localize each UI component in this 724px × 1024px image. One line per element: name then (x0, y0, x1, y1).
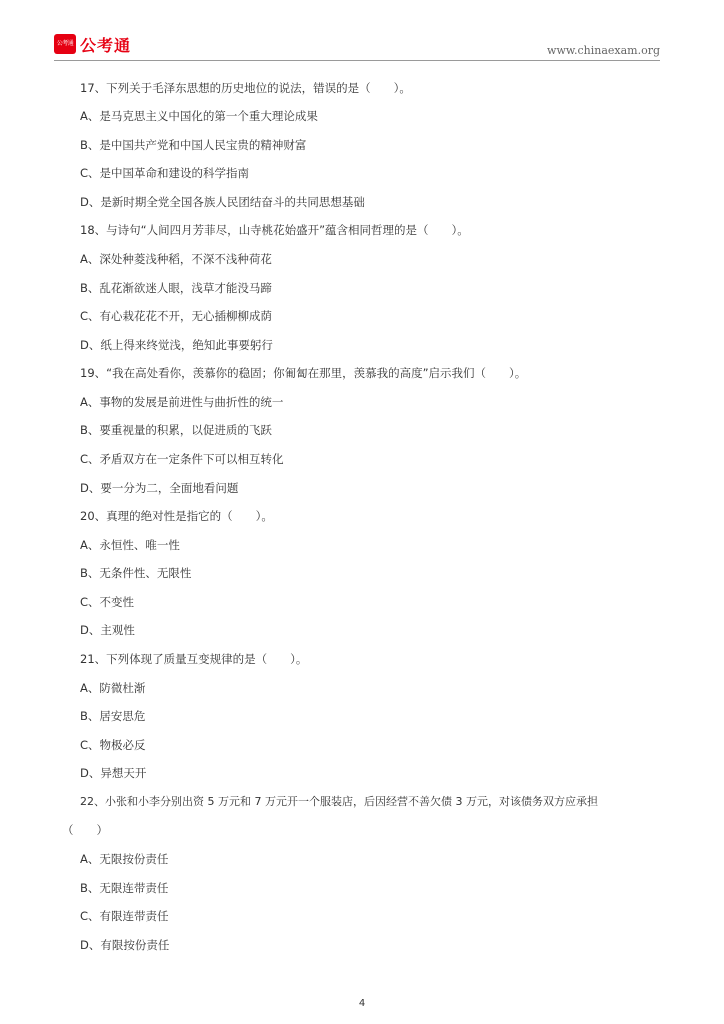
option-d: D、纸上得来终觉浅，绝知此事要躬行 (80, 338, 273, 352)
option-d: D、要一分为二，全面地看问题 (80, 481, 239, 495)
option-c: C、矛盾双方在一定条件下可以相互转化 (80, 452, 284, 466)
option-c: C、是中国革命和建设的科学指南 (80, 166, 250, 180)
option-d: D、是新时期全党全国各族人民团结奋斗的共同思想基础 (80, 195, 365, 209)
option-a: A、永恒性、唯一性 (80, 538, 180, 552)
option-d: D、有限按份责任 (80, 938, 170, 952)
option-b: B、是中国共产党和中国人民宝贵的精神财富 (80, 138, 307, 152)
logo-badge-icon: 公考通 (54, 34, 76, 54)
question-stem: 18、与诗句“人间四月芳菲尽，山寺桃花始盛开”蕴含相同哲理的是（ ）。 (80, 223, 469, 237)
site-url: www.chinaexam.org (547, 44, 660, 57)
logo (54, 34, 131, 54)
option-a: A、是马克思主义中国化的第一个重大理论成果 (80, 109, 318, 123)
option-b: B、无限连带责任 (80, 881, 169, 895)
option-b: B、乱花渐欲迷人眼，浅草才能没马蹄 (80, 281, 272, 295)
option-b: B、要重视量的积累，以促进质的飞跃 (80, 423, 272, 437)
question-stem: 20、真理的绝对性是指它的（ ）。 (80, 509, 273, 523)
option-c: C、不变性 (80, 595, 135, 609)
header-divider (54, 60, 660, 61)
page-number: 4 (358, 998, 366, 1009)
question-stem: 21、下列体现了质量互变规律的是（ ）。 (80, 652, 308, 666)
option-d: D、异想天开 (80, 766, 147, 780)
option-a: A、防微杜渐 (80, 681, 146, 695)
question-stem: 19、“我在高处看你，羡慕你的稳固；你匍匐在那里，羡慕我的高度”启示我们（ ）。 (80, 366, 527, 380)
question-stem: 17、下列关于毛泽东思想的历史地位的说法，错误的是（ ）。 (80, 81, 411, 95)
option-a: A、事物的发展是前进性与曲折性的统一 (80, 395, 284, 409)
option-b: B、无条件性、无限性 (80, 566, 192, 580)
option-a: A、无限按份责任 (80, 852, 169, 866)
option-c: C、有心栽花花不开，无心插柳柳成荫 (80, 309, 273, 323)
question-stem: 22、小张和小李分别出资 5 万元和 7 万元开一个服装店，后因经营不善欠债 3 万元，对该债务双方应承担 (80, 795, 598, 808)
option-c: C、有限连带责任 (80, 909, 169, 923)
option-b: B、居安思危 (80, 709, 146, 723)
option-a: A、深处种菱浅种稻，不深不浅种荷花 (80, 252, 272, 266)
option-c: C、物极必反 (80, 738, 146, 752)
question-stem-continued: （ ） (62, 823, 108, 837)
option-d: D、主观性 (80, 623, 135, 637)
page-header (0, 0, 724, 70)
logo-text: 公考通 (80, 35, 132, 55)
